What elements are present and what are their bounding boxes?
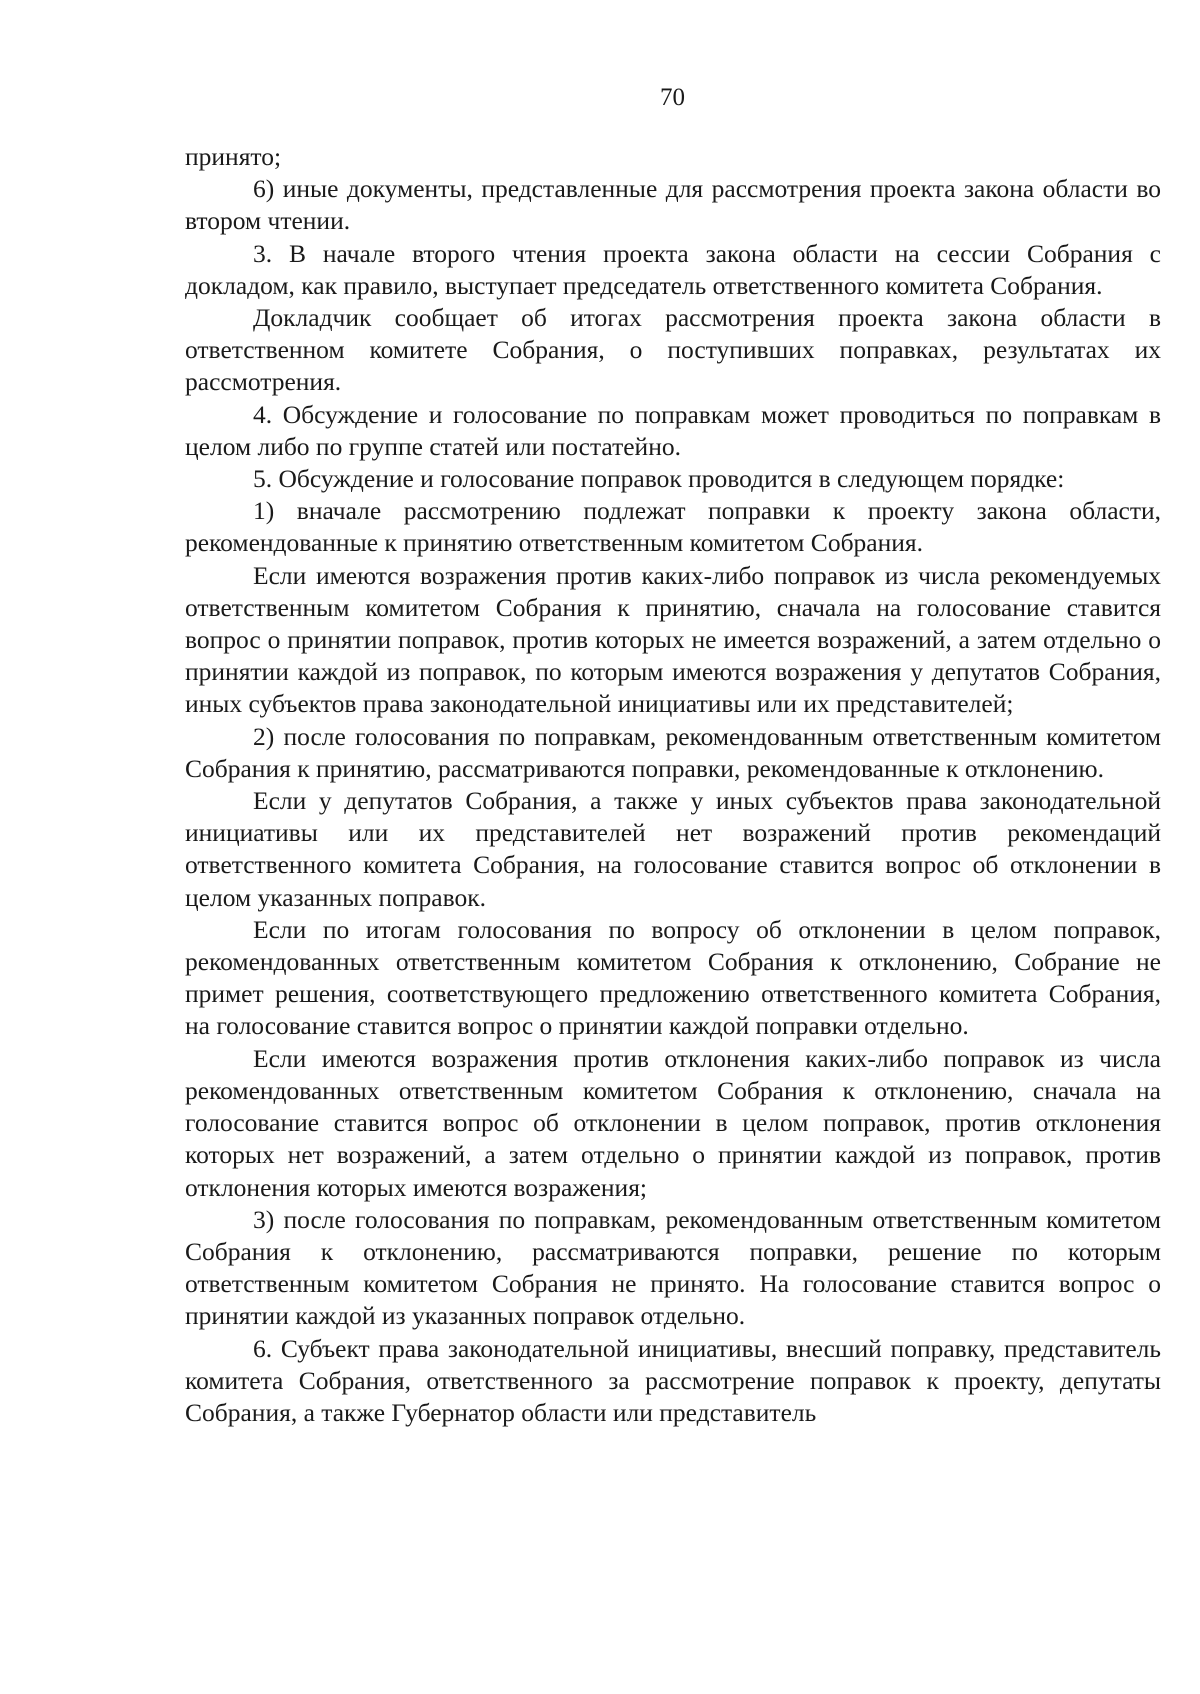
paragraph-12: Если имеются возражения против отклонения каких-либо поправок из числа рекомендованных ответственным комитетом Собрания к отклонению, сначала на голосование ставится вопрос об отклонении в целом поправок, против отклонения которых нет возражений, а затем отдельно о принятии каждой из поправок, против отклонения которых имеются возражения; <box>185 1043 1161 1202</box>
page-number: 70 <box>660 84 685 111</box>
paragraph-3: 3. В начале второго чтения проекта закона области на сессии Собрания с докладом, как правило, выступает председатель ответственного комитета Собрания. <box>185 238 1161 300</box>
paragraph-4: Докладчик сообщает об итогах рассмотрения проекта закона области в ответственном комитете Собрания, о поступивших поправках, результатах их рассмотрения. <box>185 303 1161 397</box>
paragraph-2: 6) иные документы, представленные для рассмотрения проекта закона области во втором чтении. <box>185 174 1161 236</box>
paragraph-1: принято; <box>185 142 282 171</box>
paragraph-6: 5. Обсуждение и голосование поправок проводится в следующем порядке: <box>253 464 1065 494</box>
document-body <box>185 141 1161 1429</box>
paragraph-14: 6. Субъект права законодательной инициативы, внесший поправку, представитель комитета Собрания, ответственного за рассмотрение поправок к проекту, депутаты Собрания, а также Губернатор области или представитель <box>185 1333 1161 1427</box>
paragraph-13: 3) после голосования по поправкам, рекомендованным ответственным комитетом Собрания к отклонению, рассматриваются поправки, решение по которым ответственным комитетом Собрания не принято. На голосование ставится вопрос о принятии каждой из указанных поправок отдельно. <box>185 1204 1161 1331</box>
paragraph-11: Если по итогам голосования по вопросу об отклонении в целом поправок, рекомендованных ответственным комитетом Собрания к отклонению, Собрание не примет решения, соответствующего предложению ответственного комитета Собрания, на голосование ставится вопрос о принятии каждой поправки отдельно. <box>185 914 1161 1041</box>
paragraph-7: 1) вначале рассмотрению подлежат поправки к проекту закона области, рекомендованные к принятию ответственным комитетом Собрания. <box>185 496 1161 558</box>
paragraph-10: Если у депутатов Собрания, а также у иных субъектов права законодательной инициативы или их представителей нет возражений против рекомендаций ответственного комитета Собрания, на голосование ставится вопрос об отклонении в целом указанных поправок. <box>185 786 1161 912</box>
paragraph-9: 2) после голосования по поправкам, рекомендованным ответственным комитетом Собрания к принятию, рассматриваются поправки, рекомендованные к отклонению. <box>185 721 1161 783</box>
paragraph-8: Если имеются возражения против каких-либо поправок из числа рекомендуемых ответственным комитетом Собрания к принятию, сначала на голосование ставится вопрос о принятии поправок, против которых не имеется возражений, а затем отдельно о принятии каждой из поправок, по которым имеются возражения у депутатов Собрания, иных субъектов права законодательной инициативы или их представителей; <box>185 560 1161 719</box>
paragraph-5: 4. Обсуждение и голосование по поправкам может проводиться по поправкам в целом либо по группе статей или постатейно. <box>185 399 1161 461</box>
